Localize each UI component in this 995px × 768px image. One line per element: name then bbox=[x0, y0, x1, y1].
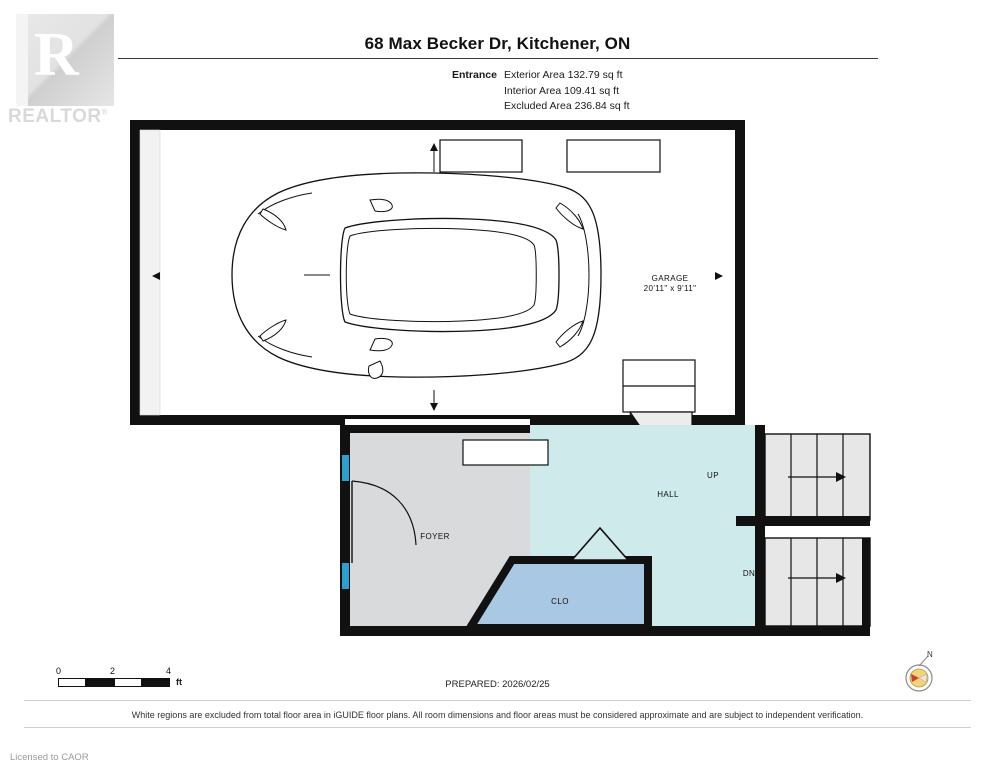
logo-wordmark-text: REALTOR bbox=[8, 106, 102, 127]
compass-icon bbox=[897, 650, 945, 698]
stairs-down bbox=[765, 538, 870, 626]
room-label-foyer bbox=[395, 532, 475, 542]
area-exterior: Exterior Area 132.79 sq ft bbox=[504, 69, 623, 81]
disclaimer-text: White regions are excluded from total floor area in iGUIDE floor plans. All room dimensions and floor areas must be considered approximate and are subject to independent verification. bbox=[131, 710, 864, 720]
disclaimer-divider-bottom bbox=[24, 727, 971, 728]
room-name-closet: CLO bbox=[551, 597, 569, 606]
stairs-up-label: UP bbox=[707, 471, 719, 480]
stairs-down-label: DN bbox=[742, 569, 756, 578]
room-label-hall bbox=[633, 490, 703, 500]
compass-north-label: N bbox=[927, 650, 933, 659]
room-label-garage bbox=[620, 274, 720, 294]
scale-unit: ft bbox=[176, 677, 182, 687]
area-excluded: Excluded Area 236.84 sq ft bbox=[504, 100, 630, 112]
prepared-date: PREPARED: 2026/02/25 bbox=[445, 679, 550, 690]
compass-rose bbox=[897, 650, 945, 698]
room-dims-garage: 20'11" x 9'11" bbox=[643, 284, 697, 293]
room-name-hall: HALL bbox=[657, 490, 679, 499]
scale-tick-4: 4 bbox=[166, 666, 172, 676]
room-label-closet bbox=[530, 597, 590, 607]
scale-tick-0: 0 bbox=[56, 666, 62, 676]
logo-letter: R bbox=[34, 21, 78, 89]
disclaimer-divider-top bbox=[24, 700, 971, 701]
area-interior: Interior Area 109.41 sq ft bbox=[504, 84, 619, 97]
car-illustration bbox=[232, 173, 601, 379]
stair-right-wall bbox=[862, 538, 870, 634]
page-title: 68 Max Becker Dr, Kitchener, ON bbox=[364, 34, 631, 53]
logo-registered: ® bbox=[101, 107, 108, 117]
room-name-garage: GARAGE bbox=[651, 274, 689, 283]
room-name-foyer: FOYER bbox=[420, 532, 450, 541]
licensed-text: Licensed to CAOR bbox=[10, 752, 89, 763]
scale-tick-2: 2 bbox=[110, 666, 116, 676]
level-label: Entrance bbox=[452, 69, 497, 81]
